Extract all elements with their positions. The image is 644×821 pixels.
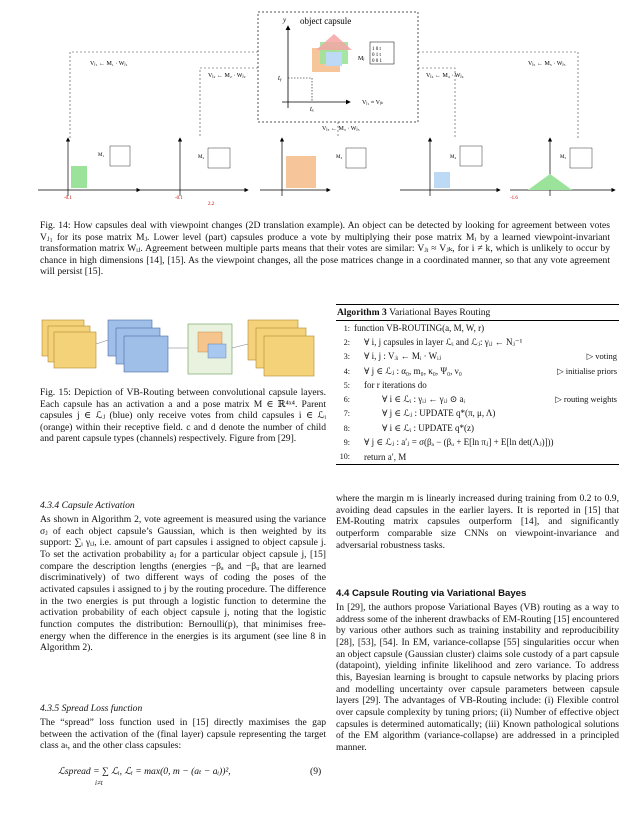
algorithm-line: [336, 421, 619, 435]
svg-text:y: y: [283, 16, 287, 24]
figure-15-caption-label: Fig. 15:: [40, 387, 71, 398]
figure-14-viewpoint-diagram: [30, 8, 620, 213]
algorithm-line: [336, 378, 619, 392]
algorithm-title: Algorithm 3 Variational Bayes Routing: [336, 305, 619, 321]
algorithm-line-code: for r iterations do: [364, 380, 427, 391]
svg-text:-0.1: -0.1: [175, 196, 183, 201]
algorithm-line-number: 1:: [343, 323, 350, 333]
panel-4: [400, 138, 500, 196]
algorithm-line-number: 4:: [343, 366, 350, 376]
algorithm-line-number: 7:: [343, 409, 350, 419]
svg-text:tₓ: tₓ: [310, 105, 314, 113]
algorithm-lines: [336, 321, 619, 464]
algorithm-line-code: ∀ j ∈ ℒⱼ : a′ⱼ = σ(βₐ − (βᵤ + E[ln πⱼ] + E[ln det(Λⱼ)])): [364, 437, 554, 448]
algorithm-line: [336, 321, 619, 335]
panel-2: [140, 138, 248, 207]
algorithm-line-number: 9:: [343, 438, 350, 448]
panel-3: [260, 138, 366, 196]
routing-detail: [188, 324, 232, 374]
figure-15-vb-routing-depiction: [38, 308, 328, 388]
svg-text:Vⱼ₅ ← M₅ · Wⱼ₅: Vⱼ₅ ← M₅ · Wⱼ₅: [528, 61, 566, 67]
algorithm-line-code: return a′, M: [364, 451, 407, 462]
section-435-text: The “spread” loss function used in [15] directly maximises the gap between the activation of the (final layer) capsule representing the target class aₜ, and the other class capsules:: [40, 717, 326, 752]
algorithm-line: [336, 350, 619, 364]
section-434-text: As shown in Algorithm 2, vote agreement is measured using the variance σⱼ of each object capsule’s Gaussian, which is then weighted by its support: ∑ᵢ γᵢⱼ, i.e. amount of part capsules i assigned to object capsule j. To set the activation probability aⱼ for a particular object capsule j, [15] compare the description lengths (energies −βₐ and −βᵤ that are learned discriminatively) of two different ways of coding the poses of the activated capsules i assigned to j by the routing procedure. The difference in the two energies is put through a logistic function to determine the activation probability of each object capsule j, noting that the logistic function computes the distribution: Bernoulli(p), that minimises free-energy when the difference in the energies is its argument (see line 8 in Algorithm 2).: [40, 514, 326, 654]
svg-text:Vⱼ₄ ← M₄ · Wⱼ₄: Vⱼ₄ ← M₄ · Wⱼ₄: [426, 73, 464, 79]
algorithm-line: [336, 392, 619, 406]
equation-9-subscript: i≠t: [95, 779, 103, 787]
right-column-intro-text: where the margin m is linearly increased during training from 0.2 to 0.9, avoiding dead capsules in the earlier layers. It is reported in [15] that EM-Routing matrix capsules outperform [14], and significantly outperform comparable size CNNs on viewpoint-invariance and adversarial robustness tasks.: [336, 493, 619, 551]
panel-3-orange: [286, 156, 316, 188]
algorithm-line-comment: ▷ initialise priors: [557, 365, 617, 376]
figure-14-caption-text: How capsules deal with viewpoint changes (2D translation example). An object can be detected by looking for agreement between votes Vⱼ₁ for its pose matrix Mⱼ. Lower level (part) capsules produce a vote by multiplying their pose matrix Mᵢ by a learned viewpoint-invariant transformation matrix Wᵢⱼ. Agreement between multiple parts means that their votes are similar: Vⱼᵢ ≈ Vⱼₖ, for i ≠ k, which is unlikely to occur by chance in high dimensions [14], [15]. As the viewpoint changes, all the pose matrices change in a coordinated manner, so that any vote agreement will persist [15].: [40, 220, 611, 278]
panel-1: [38, 138, 140, 201]
algorithm-line-code: ∀ j ∈ ℒⱼ : UPDATE q*(π, μ, Λ): [382, 408, 496, 419]
svg-text:0 0 1: 0 0 1: [372, 59, 382, 64]
algorithm-line-code: ∀ i ∈ ℒᵢ : UPDATE q*(z): [382, 422, 475, 433]
algorithm-line: [336, 335, 619, 349]
algorithm-line: [336, 435, 619, 449]
equation-9: ℒspread = ∑ ℒᵢ, ℒᵢ = max(0, m − (aₜ − aᵢ))²,: [58, 766, 231, 777]
panel-1-green: [71, 166, 87, 188]
svg-text:Vⱼ₁ ≈ Vⱼₖ: Vⱼ₁ ≈ Vⱼₖ: [362, 100, 384, 106]
object-capsule-label: object capsule: [300, 16, 352, 26]
figure-15-caption-text: Depiction of VB-Routing between convolutional capsule layers. Each capsule has an activation a and a pose matrix M ∈ ℝ⁴ˣ⁴. Parent capsules j ∈ ℒⱼ (blue) only receive votes from child capsules i ∈ ℒᵢ (orange) within their receptive field. c and d denote the number of child and parent capsule types (channels) respectively. Figure from [29].: [40, 387, 327, 445]
object-blue-shape: [326, 52, 342, 66]
svg-text:M₅: M₅: [560, 155, 567, 160]
algorithm-line-code: ∀ j ∈ ℒⱼ : α₀, m₀, κ₀, Ψ₀, ν₀: [364, 365, 462, 376]
svg-text:Vⱼ₃ ← M₃ · Wⱼ₃: Vⱼ₃ ← M₃ · Wⱼ₃: [322, 126, 360, 132]
svg-text:M₄: M₄: [450, 155, 457, 160]
algorithm-line-number: 8:: [343, 423, 350, 433]
svg-text:1 0 t: 1 0 t: [372, 47, 381, 52]
section-44-text: In [29], the authors propose Variational Bayes (VB) routing as a way to address some of the inherent drawbacks of EM-Routing [15] encountered by various other authors such as training instability and reproducibility [28], [53], [54]. In EM, variance-collapse [55] singularities occur when an object capsule (Gaussian cluster) claims sole custody of a part capsule (datapoint), yielding infinite likelihood and zero variance. To address this, Bayesian learning is brought to capsule networks by placing priors and modelling uncertainty over capsule parameters between capsule layers [29]. The advantages of VB-Routing include: (i) Flexible control over capsule complexity by tuning priors; (ii) Number of effective object capsules is determined automatically; (iii) Known pathological solutions of the EM algorithm (variance-collapse) are addressed in a principled manner.: [336, 602, 619, 753]
algorithm-line-code: ∀ i, j : Vⱼᵢ ← Mᵢ · Wᵢⱼ: [364, 351, 442, 362]
svg-text:Vⱼ₂ ← M₂ · Wⱼ₂: Vⱼ₂ ← M₂ · Wⱼ₂: [208, 73, 246, 79]
algorithm-line-code: ∀ i, j capsules in layer ℒᵢ and ℒⱼ: γᵢⱼ ← Nⱼ⁻¹: [364, 336, 523, 347]
algorithm-line-number: 3:: [343, 352, 350, 362]
section-435-heading: 4.3.5 Spread Loss function: [40, 703, 143, 714]
algorithm-line-number: 6:: [343, 395, 350, 405]
svg-text:2.2: 2.2: [208, 202, 215, 207]
svg-text:tᵧ: tᵧ: [278, 74, 282, 82]
figure-14-caption-label: Fig. 14:: [40, 220, 71, 231]
svg-text:Mⱼ: Mⱼ: [358, 56, 365, 62]
algorithm-line-number: 2:: [343, 337, 350, 347]
equation-9-number: (9): [310, 766, 322, 777]
section-434-heading: 4.3.4 Capsule Activation: [40, 500, 135, 511]
intermediate-capsule-grid: [108, 320, 168, 372]
algorithm-line-number: 5:: [343, 380, 350, 390]
algorithm-line: [336, 450, 619, 464]
svg-text:M₂: M₂: [198, 155, 205, 160]
algorithm-line-code: function VB-ROUTING(a, M, W, r): [354, 323, 485, 334]
child-capsule-grid: [42, 320, 96, 368]
svg-text:M₃: M₃: [336, 155, 343, 160]
panel-5-green-roof: [528, 174, 572, 190]
panel-4-blue: [434, 172, 450, 188]
parent-capsule-grid: [248, 320, 314, 376]
svg-text:M₁: M₁: [98, 153, 105, 158]
svg-text:-0.1: -0.1: [64, 196, 72, 201]
svg-text:Vⱼ₁ ← M₁ · Wⱼ₁: Vⱼ₁ ← M₁ · Wⱼ₁: [90, 61, 128, 67]
algorithm-line-comment: ▷ routing weights: [555, 394, 617, 405]
algorithm-line-number: 10:: [339, 452, 350, 462]
svg-text:-1.6: -1.6: [510, 196, 518, 201]
figure-14-caption: [40, 220, 610, 278]
algorithm-line: [336, 407, 619, 421]
algorithm-line-comment: ▷ voting: [586, 351, 617, 362]
algorithm-line: [336, 364, 619, 378]
figure-15-caption: [40, 387, 326, 445]
algorithm-line-code: ∀ i ∈ ℒᵢ : γᵢⱼ ← γᵢⱼ ⊙ aᵢ: [382, 394, 465, 405]
section-44-heading: 4.4 Capsule Routing via Variational Bayes: [336, 588, 527, 599]
svg-text:0 1 t: 0 1 t: [372, 53, 381, 58]
algorithm-3-box: [336, 304, 619, 465]
panel-5: [510, 138, 615, 201]
